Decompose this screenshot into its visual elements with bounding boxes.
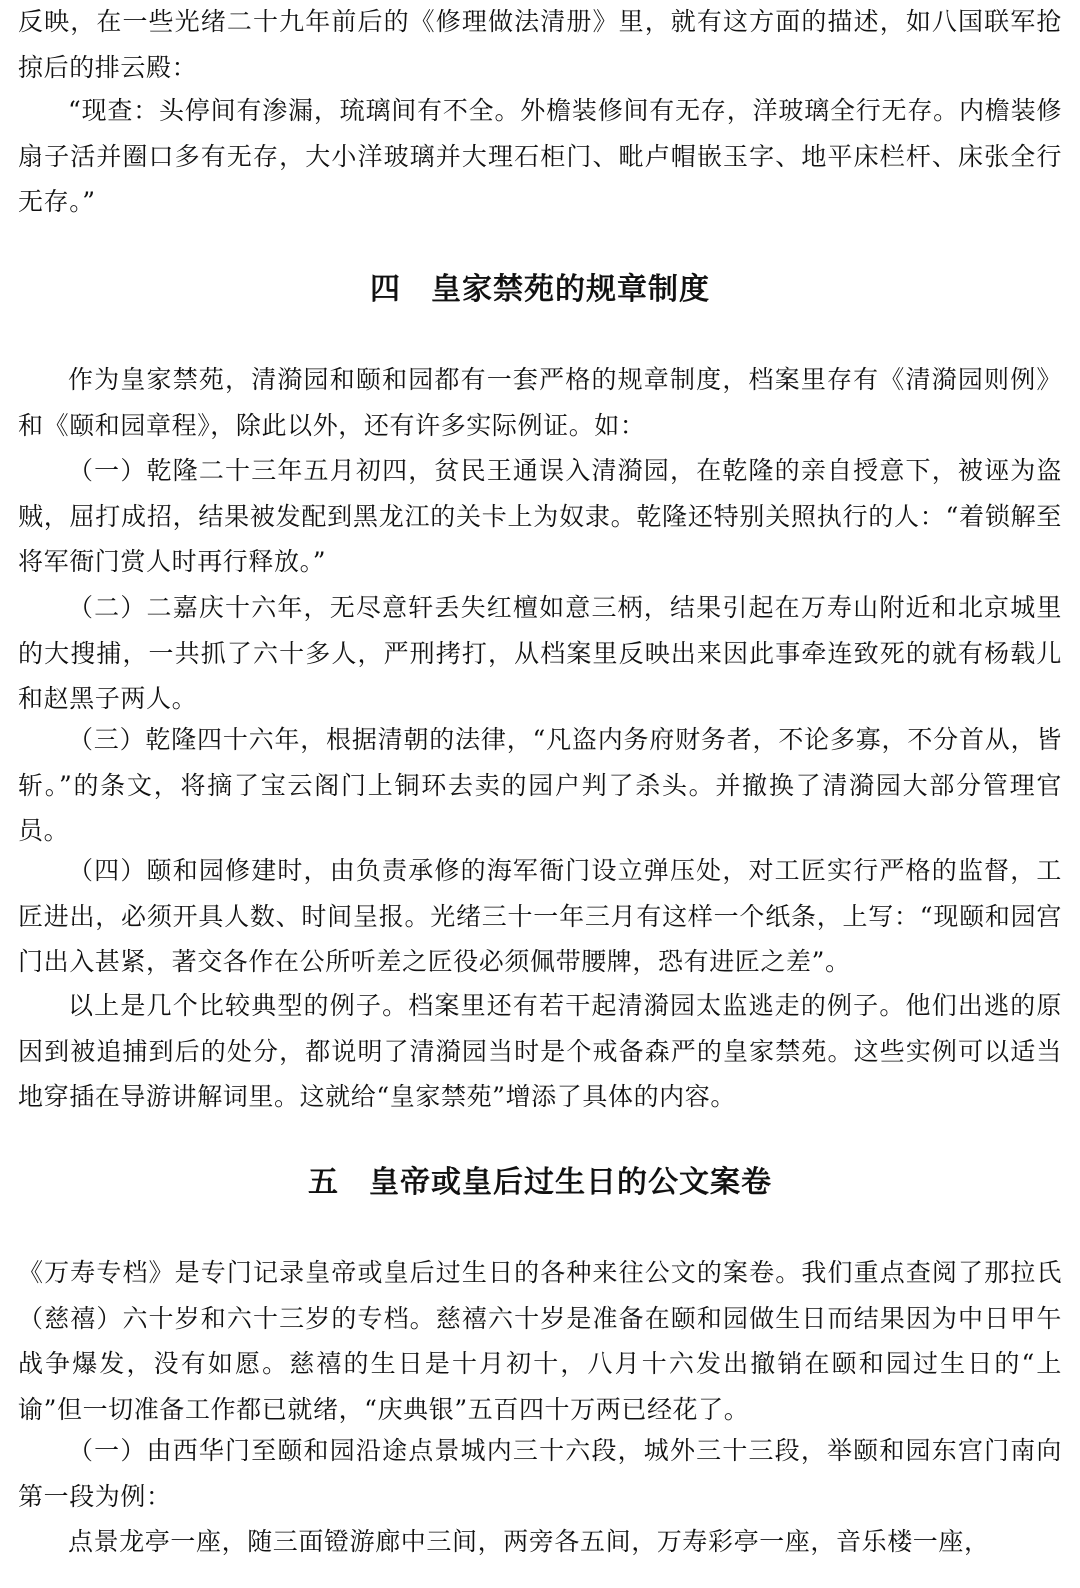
section4-item-1: （一）乾隆二十三年五月初四，贫民王通误入清漪园，在乾隆的亲自授意下，被诬为盗贼，屈打成招，结果被发配到黑龙江的关卡上为奴隶。乾隆还特别关照执行的人：“着锁解至将军衙门赏人时再行释放。” xyxy=(18,456,1062,576)
section5-intro-paragraph: 《万寿专档》是专门记录皇帝或皇后过生日的各种来往公文的案卷。我们重点查阅了那拉氏（慈禧）六十岁和六十三岁的专档。慈禧六十岁是准备在颐和园做生日而结果因为中日甲午战争爆发，没有如愿。慈禧的生日是十月初十，八月十六发出撤销在颐和园过生日的“上谕”但一切准备工作都已就绪，“庆典银”五百四十万两已经花了。 xyxy=(18,1258,1062,1424)
section5-item-1-detail: 点景龙亭一座，随三面镫游廊中三间，两旁各五间，万寿彩亭一座，音乐楼一座， xyxy=(68,1527,990,1556)
section5-item-1: （一）由西华门至颐和园沿途点景城内三十六段，城外三十三段，举颐和园东宫门南向第一段为例： xyxy=(18,1436,1062,1511)
section5-number: 五 xyxy=(308,1165,339,1200)
section4-intro-paragraph: 作为皇家禁苑，清漪园和颐和园都有一套严格的规章制度，档案里存有《清漪园则例》和《颐和园章程》，除此以外，还有许多实际例证。如： xyxy=(18,365,1062,440)
section5-heading xyxy=(18,1163,1062,1203)
section5-title: 皇帝或皇后过生日的公文案卷 xyxy=(369,1165,772,1200)
section4-item-2: （二）二嘉庆十六年，无尽意轩丢失红檀如意三柄，结果引起在万寿山附近和北京城里的大搜捕，一共抓了六十多人，严刑拷打，从档案里反映出来因此事牵连致死的就有杨载儿和赵黑子两人。 xyxy=(18,593,1062,713)
section4-heading xyxy=(18,270,1062,310)
section4-title: 皇家禁苑的规章制度 xyxy=(431,272,710,307)
section4-number: 四 xyxy=(370,272,401,307)
section4-conclusion-paragraph: 以上是几个比较典型的例子。档案里还有若干起清漪园太监逃走的例子。他们出逃的原因到被追捕到后的处分，都说明了清漪园当时是个戒备森严的皇家禁苑。这些实例可以适当地穿插在导游讲解词里。这就给“皇家禁苑”增添了具体的内容。 xyxy=(18,991,1062,1111)
section3-quote-paragraph: “现查：头停间有渗漏，琉璃间有不全。外檐装修间有无存，洋玻璃全行无存。内檐装修扇子活并圈口多有无存，大小洋玻璃并大理石柜门、毗卢帽嵌玉字、地平床栏杆、床张全行无存。” xyxy=(18,96,1062,216)
section4-item-4: （四）颐和园修建时，由负责承修的海军衙门设立弹压处，对工匠实行严格的监督，工匠进出，必须开具人数、时间呈报。光绪三十一年三月有这样一个纸条，上写：“现颐和园宫门出入甚紧，著交各作在公所听差之匠役必须佩带腰牌，恐有进匠之差”。 xyxy=(18,856,1062,976)
section4-item-3: （三）乾隆四十六年，根据清朝的法律，“凡盗内务府财务者，不论多寡，不分首从，皆斩。”的条文，将摘了宝云阁门上铜环去卖的园户判了杀头。并撤换了清漪园大部分管理官员。 xyxy=(18,725,1062,845)
section3-intro-paragraph: 反映，在一些光绪二十九年前后的《修理做法清册》里，就有这方面的描述，如八国联军抢掠后的排云殿： xyxy=(18,7,1062,82)
